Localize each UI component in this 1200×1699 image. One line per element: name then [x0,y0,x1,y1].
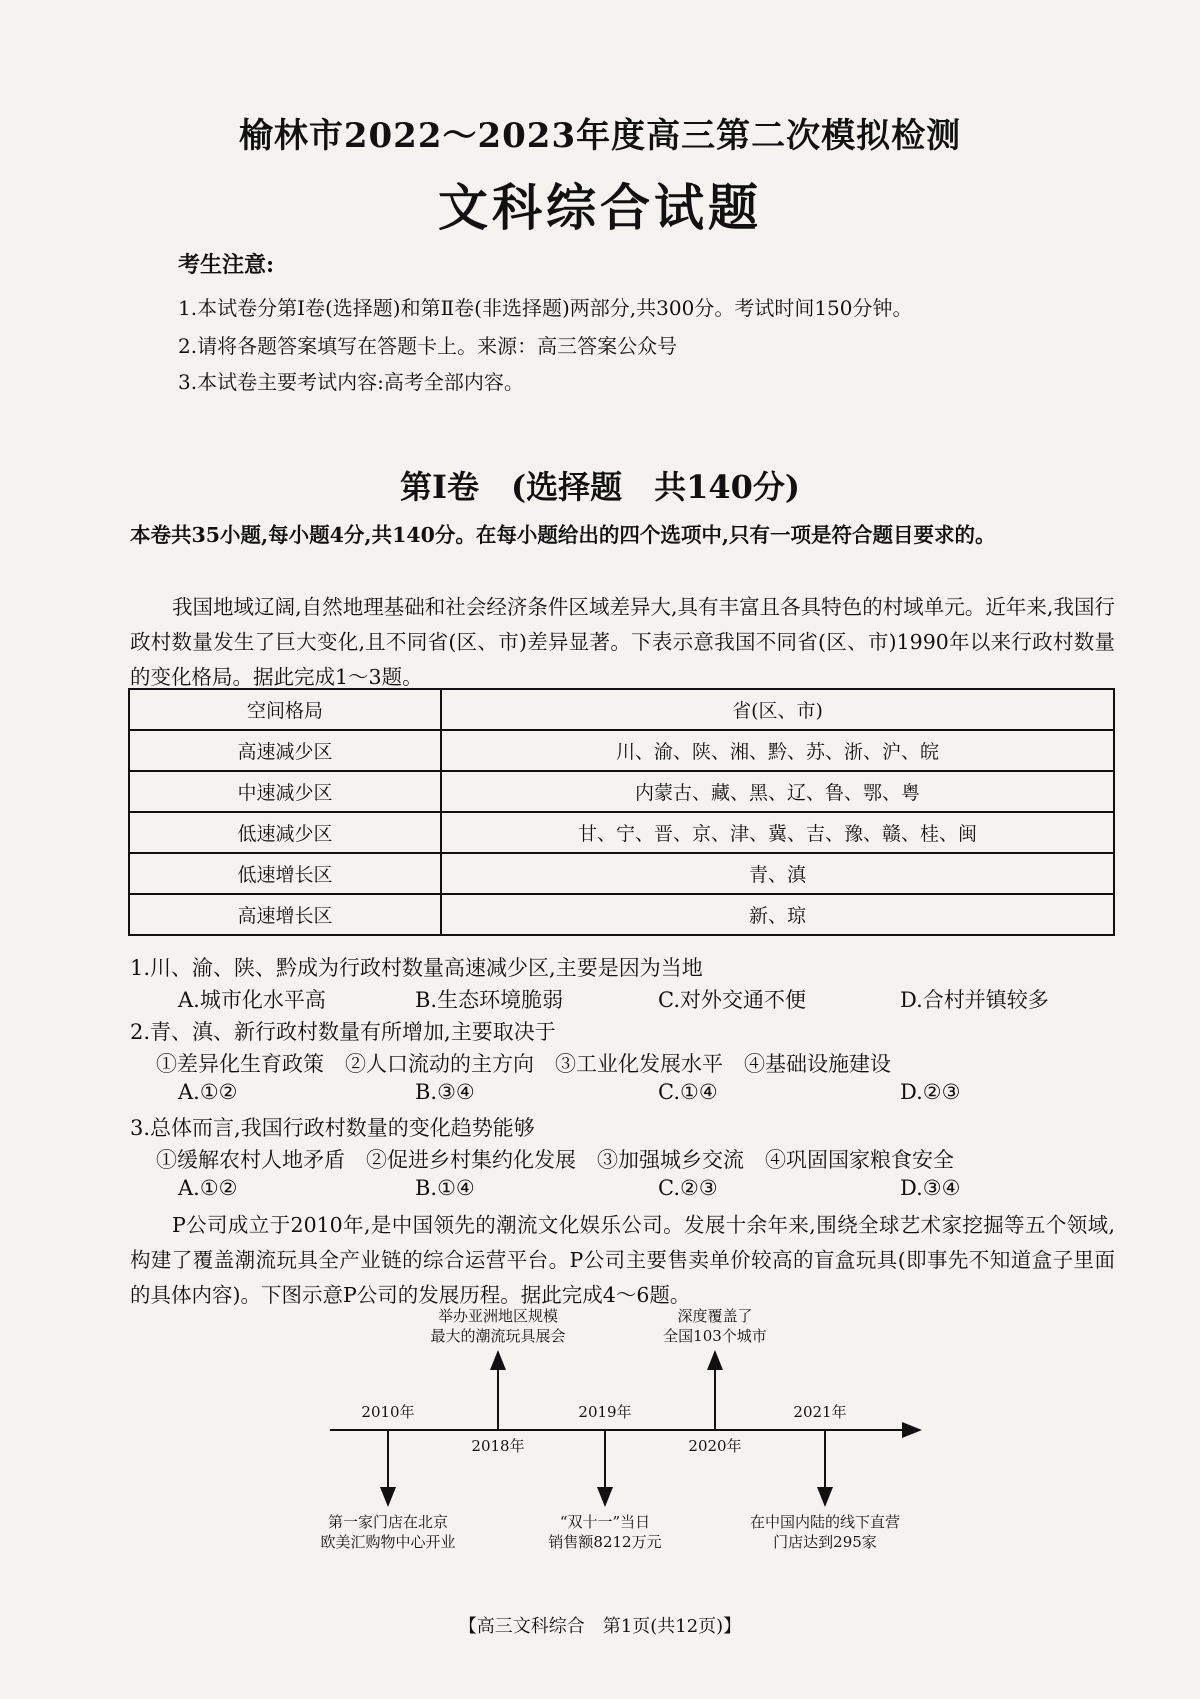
timeline-year-2010: 2010年 [361,1403,415,1421]
table-cell: 青、滇 [441,853,1114,894]
question-1-stem: 1.川、渝、陕、黔成为行政村数量高速减少区,主要是因为当地 [130,956,703,980]
event-2010-line-1: 第一家门店在北京 [327,1513,448,1531]
question-3-items: ①缓解农村人地矛盾 ②促进乡村集约化发展 ③加强城乡交流 ④巩固国家粮食安全 [156,1148,954,1172]
question-1-option-d: D.合村并镇较多 [900,988,1049,1012]
question-2-stem: 2.青、滇、新行政村数量有所增加,主要取决于 [130,1020,556,1044]
table-cell: 低速减少区 [129,812,441,853]
section-title: 第Ⅰ卷 (选择题 共140分) [399,468,801,506]
question-2-items: ①差异化生育政策 ②人口流动的主方向 ③工业化发展水平 ④基础设施建设 [156,1052,891,1076]
timeline-event-2020 [615,1306,815,1346]
notice-item-1: 1.本试卷分第Ⅰ卷(选择题)和第Ⅱ卷(非选择题)两部分,共300分。考试时间150分钟。 [178,296,913,320]
question-2-option-d: D.②③ [900,1080,961,1104]
table-cell: 高速增长区 [129,894,441,935]
notice-heading: 考生注意: [178,252,275,278]
question-2-option-a: A.①② [178,1080,238,1104]
table-cell: 内蒙古、藏、黑、辽、鲁、鄂、粤 [441,771,1114,812]
event-2010-line-2: 欧美汇购物中心开业 [320,1533,456,1551]
notice-item-2: 2.请将各题答案填写在答题卡上。来源：高三答案公众号 [178,334,678,358]
event-2018-line-2: 最大的潮流玩具展会 [430,1327,566,1345]
timeline-year-2019: 2019年 [578,1403,632,1421]
event-2019-line-2: 销售额8212万元 [548,1533,662,1551]
question-3-option-b: B.①④ [415,1176,475,1200]
table-cell: 川、渝、陕、湘、黔、苏、浙、沪、皖 [441,730,1114,771]
table-cell: 甘、宁、晋、京、津、冀、吉、豫、赣、桂、闽 [441,812,1114,853]
question-1-option-c: C.对外交通不便 [658,988,806,1012]
question-3-option-d: D.③④ [900,1176,961,1200]
exam-title: 榆林市2022～2023年度高三第二次模拟检测 [238,116,962,156]
page-footer: 【高三文科综合 第1页(共12页)】 [458,1616,742,1637]
paper-subject-title: 文科综合试题 [438,178,762,237]
notice-item-3: 3.本试卷主要考试内容:高考全部内容。 [178,370,524,394]
timeline-year-2021: 2021年 [793,1403,847,1421]
table-header-cell: 省(区、市) [441,689,1114,730]
table-cell: 低速增长区 [129,853,441,894]
timeline-event-2018 [388,1306,608,1346]
event-2018-line-1: 举办亚洲地区规模 [437,1307,558,1325]
passage-villages: 我国地域辽阔,自然地理基础和社会经济条件区域差异大,具有丰富且各具特色的村域单元。近年来,我国行政村数量发生了巨大变化,且不同省(区、市)差异显著。下表示意我国不同省(区、市)1990年以来行政村数量的变化格局。据此完成1～3题。 [130,595,1115,689]
section-instructions: 本卷共35小题,每小题4分,共140分。在每小题给出的四个选项中,只有一项是符合题目要求的。 [130,523,996,547]
table-cell: 高速减少区 [129,730,441,771]
timeline-event-2019 [520,1512,690,1552]
event-2020-line-2: 全国103个城市 [663,1327,767,1345]
timeline-year-2020: 2020年 [688,1437,742,1455]
timeline-event-2021 [715,1512,935,1552]
question-2-option-b: B.③④ [415,1080,475,1104]
timeline-event-2010 [293,1512,483,1552]
table-header-cell: 空间格局 [129,689,441,730]
question-1-option-b: B.生态环境脆弱 [415,988,564,1012]
question-2-option-c: C.①④ [658,1080,718,1104]
question-1-option-a: A.城市化水平高 [178,988,326,1012]
question-3-stem: 3.总体而言,我国行政村数量的变化趋势能够 [130,1116,535,1140]
event-2021-line-1: 在中国内陆的线下直营 [749,1513,900,1531]
passage-company: P公司成立于2010年,是中国领先的潮流文化娱乐公司。发展十余年来,围绕全球艺术家挖掘等五个领域,构建了覆盖潮流玩具全产业链的综合运营平台。P公司主要售卖单价较高的盲盒玩具(即事先不知道盒子里面的具体内容)。下图示意P公司的发展历程。据此完成4～6题。 [130,1213,1115,1307]
question-3-option-c: C.②③ [658,1176,718,1200]
table-cell: 中速减少区 [129,771,441,812]
event-2021-line-2: 门店达到295家 [773,1533,877,1551]
timeline-year-2018: 2018年 [471,1437,525,1455]
question-3-option-a: A.①② [178,1176,238,1200]
event-2020-line-1: 深度覆盖了 [677,1307,753,1325]
event-2019-line-1: “双十一”当日 [559,1513,651,1531]
table-cell: 新、琼 [441,894,1114,935]
